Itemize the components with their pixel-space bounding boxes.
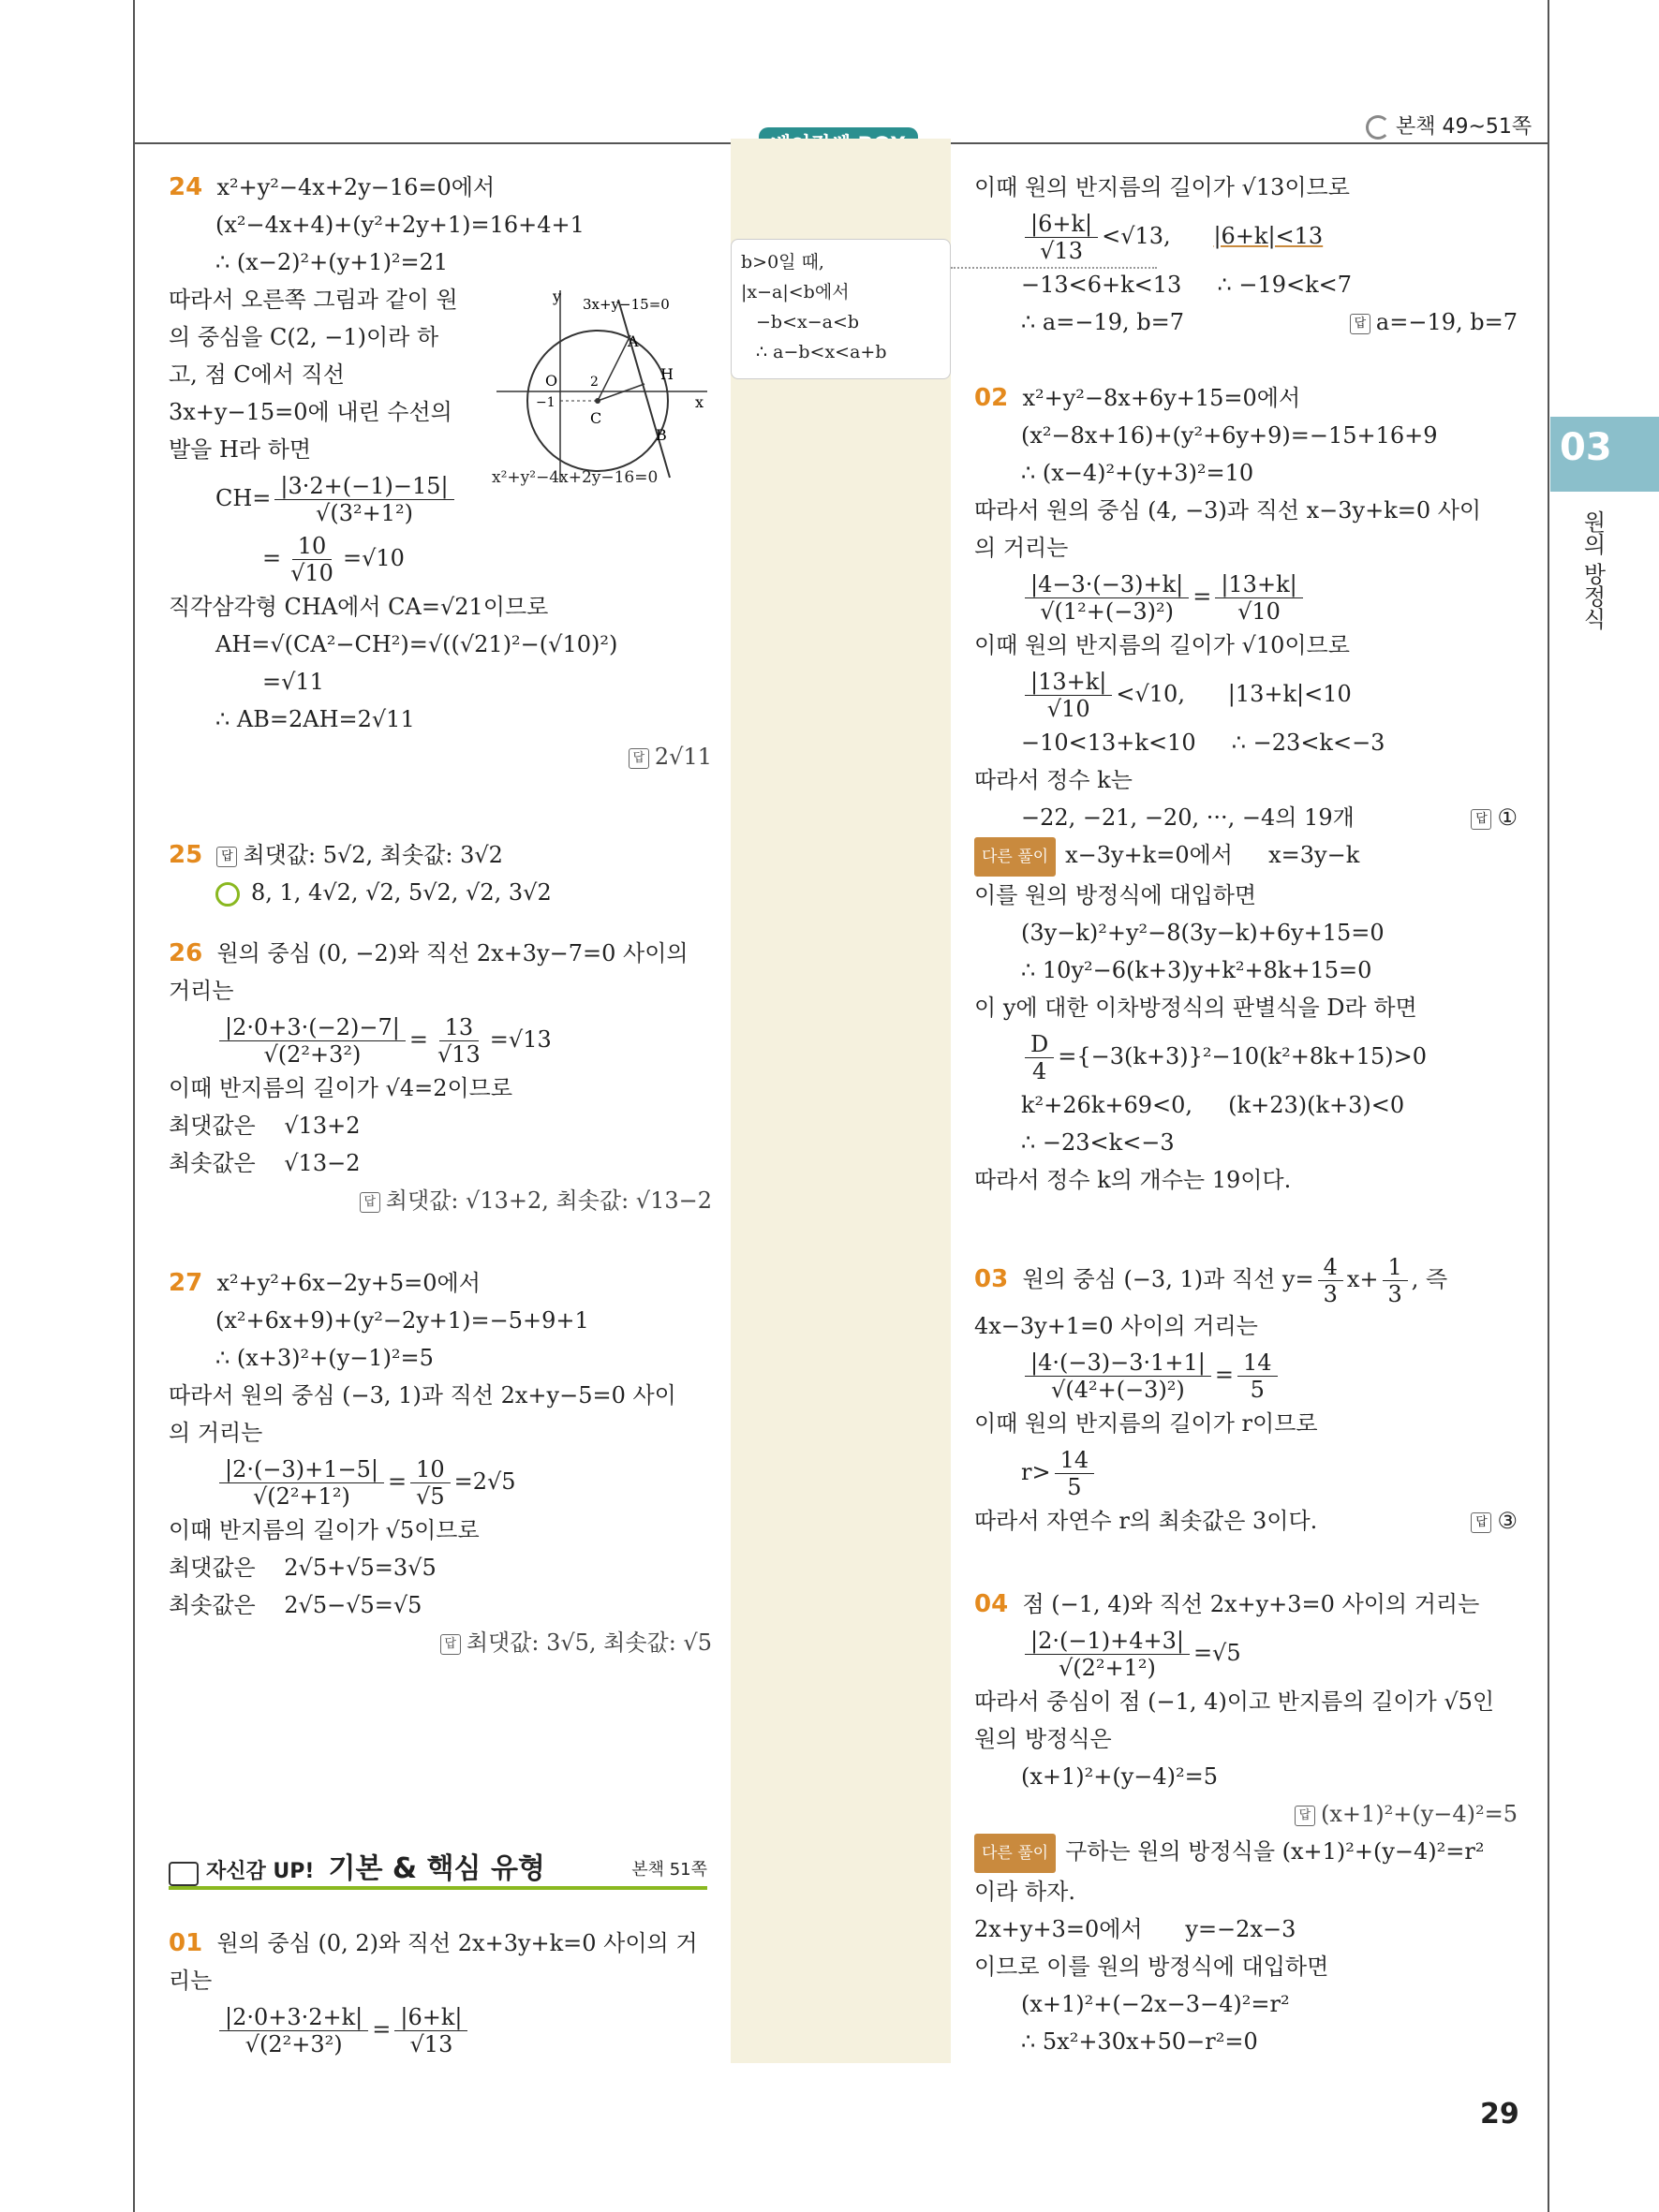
text-line: 이때 반지름의 길이가 √4=2이므로 [169, 1075, 513, 1101]
text-line: 발을 H라 하면 [169, 436, 312, 463]
text-line: 이때 원의 반지름의 길이가 r이므로 [974, 1410, 1318, 1437]
fig-label: 3x+y−15=0 [583, 296, 670, 313]
problem-01 [169, 1924, 712, 2059]
left-margin-line [133, 0, 135, 2212]
problem-number: 27 [169, 1269, 203, 1297]
text-line: 최솟값은 2√5−√5=√5 [169, 1592, 422, 1618]
math-line: AH=√(CA²−CH²)=√((√21)²−(√10)²) [215, 631, 618, 657]
page-number: 29 [1480, 2098, 1519, 2131]
fig-label: x [695, 393, 704, 411]
problem-04 [974, 1585, 1518, 2060]
problem-number: 25 [169, 841, 203, 869]
side-note-line: b>0일 때, [741, 252, 824, 273]
text-line: 이라 하자. [974, 1878, 1075, 1905]
math-line: −22, −21, −20, ···, −4의 19개 답 ① [974, 799, 1518, 836]
text-line: 의 거리는 [974, 535, 1069, 561]
answer-line: 답 최댓값: √13+2, 최솟값: √13−2 [169, 1182, 712, 1219]
fig-label: y [553, 288, 562, 305]
math-line: ∴ AB=2AH=2√11 [215, 706, 415, 732]
math-line: −10<13+k<10 ∴ −23<k<−3 [1021, 730, 1385, 756]
math-line: (x²−4x+4)+(y²+2y+1)=16+4+1 [215, 212, 585, 238]
text-line: 이때 원의 반지름의 길이가 √13이므로 [974, 174, 1350, 200]
fig-label: 2 [590, 375, 599, 390]
math-line: (x²+6x+9)+(y²−2y+1)=−5+9+1 [215, 1307, 589, 1334]
fig-label: O [545, 372, 558, 390]
text-line: 따라서 오른쪽 그림과 같이 원 [169, 287, 458, 313]
math-line: −13<6+k<13 ∴ −19<k<7 [1021, 272, 1353, 298]
text-line: 3x+y−15=0에 내린 수선의 [169, 399, 452, 425]
fig-label: −1 [536, 395, 555, 410]
math-line: x²+y²+6x−2y+5=0에서 [216, 1270, 481, 1296]
fig-label: H [660, 365, 674, 383]
answer-icon: 답 [440, 1634, 461, 1655]
alt-solution-badge: 다른 풀이 [974, 1834, 1056, 1873]
fraction-line: CH= $\frac{|3\cdot 2+(-1)-15|}{\text{√(3²+1²)}}$ [169, 468, 712, 528]
math-line: ∴ a=−19, b=7 답 a=−19, b=7 [974, 303, 1518, 341]
answer-line: 답 2√11 [169, 738, 712, 775]
section-title: 기본 & 핵심 유형 [328, 1852, 545, 1885]
fraction-line: $\frac{|4-3\cdot(-3)+k|}{\text{√(1²+(−3)²)}}$ = $\frac{|13+k|}{√10}$ [974, 567, 1518, 627]
answer-line: 답 a=−19, b=7 [1350, 303, 1518, 341]
text-line: 최댓값은 2√5+√5=3√5 [169, 1555, 437, 1581]
fraction-line: $\frac{|4\cdot(-3)-3\cdot 1+1|}{\text{√(4²+(−3)²)}}$ = $\frac{14}{5}$ [974, 1345, 1518, 1405]
problem-02 [974, 379, 1518, 1199]
text-line: 따라서 중심이 점 (−1, 4)이고 반지름의 길이가 √5인 [974, 1688, 1495, 1715]
text-line: 따라서 원의 중심 (−3, 1)과 직선 2x+y−5=0 사이 [169, 1382, 676, 1408]
side-note-line: |x−a|<b에서 [741, 282, 850, 302]
text-line: 이 y에 대한 이차방정식의 판별식을 D라 하면 [974, 994, 1417, 1021]
side-note-line: ∴ a−b<x<a+b [756, 342, 887, 362]
fraction-line: $\frac{|6+k|}{√13}$ <√13, |6+k|<13 [974, 206, 1518, 266]
fraction-line: = $\frac{10}{√10}$ =√10 [262, 533, 405, 586]
answer-icon: 답 [1350, 314, 1370, 334]
text-line: 따라서 정수 k는 [974, 767, 1133, 793]
math-line: ∴ −23<k<−3 [1021, 1128, 1175, 1156]
fraction-line: $\frac{|2\cdot 0+3\cdot(-2)-7|}{\text{√(2²+3²)}}$ = $\frac{13}{√13}$ =√13 [169, 1010, 712, 1069]
circle-figure [487, 281, 712, 496]
fraction-line: $\frac{|2\cdot(-1)+4+3|}{\text{√(2²+1²)}}$ =√5 [974, 1623, 1518, 1683]
text-line: 4x−3y+1=0 사이의 거리는 [974, 1313, 1258, 1339]
refresh-icon [1366, 115, 1390, 140]
text-line: 원의 방정식은 [974, 1726, 1112, 1752]
text-line: 의 중심을 C(2, −1)이라 하 [169, 324, 439, 350]
math-line: 2x+y+3=0에서 y=−2x−3 [974, 1915, 1296, 1942]
math-line: k²+26k+69<0, (k+23)(k+3)<0 [1021, 1091, 1405, 1118]
target-icon [215, 882, 240, 907]
answer-line: 답 (x+1)²+(y−4)²=5 [974, 1795, 1518, 1833]
math-line: x²+y²−4x+2y−16=0에서 [216, 174, 496, 200]
fig-label: B [656, 426, 667, 444]
math-line: (x²−8x+16)+(y²+6y+9)=−15+16+9 [1021, 422, 1438, 449]
math-line: (x+1)²+(−2x−3−4)²=r² [1021, 1990, 1290, 2017]
math-line: (3y−k)²+y²−8(3y−k)+6y+15=0 [1021, 919, 1385, 946]
text-line: 점 (−1, 4)와 직선 2x+y+3=0 사이의 거리는 [1022, 1591, 1480, 1617]
problem-number: 02 [974, 384, 1009, 412]
math-line: ∴ 10y²−6(k+3)y+k²+8k+15=0 [1021, 956, 1372, 983]
answer-line: 답 ③ [1471, 1502, 1518, 1540]
problem-number: 24 [169, 173, 203, 201]
header-ref: 본책 49~51쪽 [1366, 111, 1532, 140]
fraction-line: r> $\frac{14}{5}$ [974, 1442, 1518, 1502]
problem-01-continued [974, 169, 1518, 341]
problem-26 [169, 935, 712, 1219]
section-header [169, 1845, 707, 1890]
fraction-line: $\frac{|2\cdot 0+3\cdot 2+k|}{\text{√(2²+3²)}}$ = $\frac{|6+k|}{√13}$ [169, 1999, 712, 2059]
fraction-line: $\frac{D}{4}$ ={−3(k+3)}²−10(k²+8k+15)>0 [974, 1026, 1518, 1086]
math-line: x²+y²−8x+6y+15=0에서 [1022, 385, 1301, 411]
fig-circle-label: x²+y²−4x+2y−16=0 [492, 468, 659, 487]
section-prefix: 자신감 UP! [206, 1860, 315, 1883]
text-line: 최솟값은 √13−2 [169, 1150, 361, 1176]
side-note-line: −b<x−a<b [756, 312, 860, 332]
text-line: 이므로 이를 원의 방정식에 대입하면 [974, 1953, 1329, 1980]
problem-number: 04 [974, 1590, 1009, 1618]
answer-line: 답 ① [1471, 799, 1518, 836]
answer-icon: 답 [1471, 1512, 1491, 1533]
text-line: 원의 중심 (0, 2)와 직선 2x+3y+k=0 사이의 거 [216, 1930, 698, 1956]
fig-label: A [628, 332, 639, 350]
math-line: =√11 [262, 669, 324, 695]
answer-line: 답 최댓값: 3√5, 최솟값: √5 [169, 1624, 712, 1661]
text-line: 03 원의 중심 (−3, 1)과 직선 y= $\frac{4}{3}$ x+ $\frac{1}{3}$ , 즉 [974, 1254, 1448, 1307]
answer-text: 최댓값: 5√2, 최솟값: 3√2 [243, 842, 503, 868]
alt-solution-line: 다른 풀이 구하는 원의 방정식을 (x+1)²+(y−4)²=r² [974, 1833, 1518, 1873]
hint-line: 8, 1, 4√2, √2, 5√2, √2, 3√2 [169, 874, 712, 911]
fraction-line: $\frac{|2\cdot(-3)+1-5|}{\text{√(2²+1²)}}$ = $\frac{10}{√5}$ =2√5 [169, 1452, 712, 1512]
text-line: 따라서 자연수 r의 최솟값은 3이다. 답 ③ [974, 1502, 1518, 1540]
answer-icon: 답 [629, 748, 649, 769]
text-line: 이때 원의 반지름의 길이가 √10이므로 [974, 632, 1350, 658]
chapter-title: 원의 방정식 [1579, 510, 1606, 630]
side-note-band [731, 139, 951, 2063]
math-line: ∴ (x−2)²+(y+1)²=21 [215, 249, 449, 275]
text-line: 원의 중심 (0, −2)와 직선 2x+3y−7=0 사이의 [216, 940, 689, 966]
section-ref: 본책 51쪽 [631, 1860, 707, 1880]
problem-27 [169, 1264, 712, 1661]
math-line: (x+1)²+(y−4)²=5 [1021, 1763, 1219, 1790]
problem-25 [169, 836, 712, 911]
alt-solution-badge: 다른 풀이 [974, 837, 1056, 877]
problem-number: 01 [169, 1929, 203, 1957]
text-line: 이를 원의 방정식에 대입하면 [974, 881, 1257, 908]
text-line: 이때 반지름의 길이가 √5이므로 [169, 1517, 480, 1543]
problem-number: 03 [974, 1265, 1009, 1293]
math-line: ∴ (x−4)²+(y+3)²=10 [1021, 460, 1254, 486]
text-line: 리는 [169, 1968, 213, 1994]
math-line: ∴ (x+3)²+(y−1)²=5 [215, 1345, 434, 1371]
right-margin-line [1548, 0, 1549, 2212]
fig-label: C [590, 409, 602, 427]
text-line: 의 거리는 [169, 1420, 263, 1446]
text-line: 고, 점 C에서 직선 [169, 361, 345, 388]
chapter-number: 03 [1560, 426, 1612, 469]
answer-icon: 답 [360, 1192, 380, 1213]
text-line: 최댓값은 √13+2 [169, 1113, 361, 1139]
problem-number: 26 [169, 939, 203, 967]
text-line: 따라서 정수 k의 개수는 19이다. [974, 1166, 1292, 1193]
answer-icon: 답 [216, 847, 237, 867]
side-note-box [731, 239, 951, 379]
answer-icon: 답 [1471, 809, 1491, 830]
math-line: ∴ 5x²+30x+50−r²=0 [1021, 2028, 1258, 2055]
text-line: 거리는 [169, 978, 234, 1004]
alt-solution-line: 다른 풀이 x−3y+k=0에서 x=3y−k [974, 836, 1518, 877]
text-line: 직각삼각형 CHA에서 CA=√21이므로 [169, 594, 549, 620]
text-line: 따라서 원의 중심 (4, −3)과 직선 x−3y+k=0 사이 [974, 497, 1482, 524]
problem-03 [974, 1253, 1518, 1540]
fraction-line: $\frac{|13+k|}{√10}$ <√10, |13+k|<10 [974, 664, 1518, 724]
answer-icon: 답 [1295, 1806, 1315, 1826]
megaphone-icon [169, 1862, 199, 1886]
